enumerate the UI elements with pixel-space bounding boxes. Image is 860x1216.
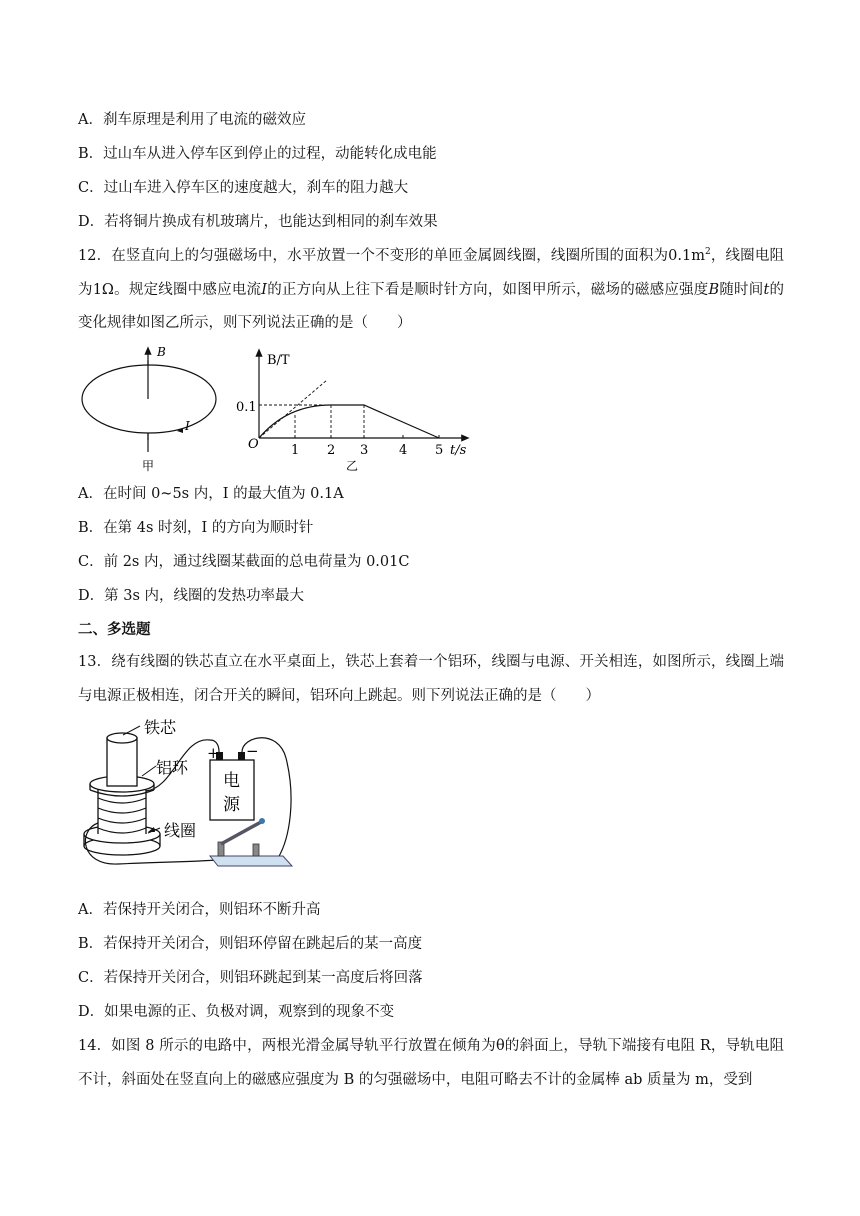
q12-caption-yi: 乙 (346, 459, 359, 473)
q12-x-tick-5: 5 (435, 443, 444, 458)
section-title-multiple-choice: 二、多选题 (78, 621, 151, 638)
q11-option-a: A．刹车原理是利用了电流的磁效应 (78, 112, 306, 128)
q13-option-c: C．若保持开关闭合，则铝环跳起到某一高度后将回落 (78, 970, 423, 986)
q13-label-coil: 线圈 (164, 821, 197, 840)
q12-option-b: B．在第 4s 时刻，I 的方向为顺时针 (78, 520, 314, 536)
q12-figure-graph (232, 342, 482, 477)
q12-current-label: I (185, 419, 190, 433)
q12-y-tick-label: 0.1 (236, 400, 257, 415)
q12-x-tick-3: 3 (360, 443, 369, 458)
q12-origin-label: O (248, 437, 259, 452)
q13-label-minus: − (246, 742, 259, 760)
q13-label-ring: 铝环 (156, 758, 189, 777)
q11-option-b: B．过山车从进入停车区到停止的过程，动能转化成电能 (78, 146, 437, 162)
q13-label-plus: + (207, 744, 220, 762)
q12-caption-jia: 甲 (142, 459, 155, 473)
q12-y-axis-label: B/T (267, 353, 290, 368)
q13-option-b: B．若保持开关闭合，则铝环停留在跳起后的某一高度 (78, 936, 423, 952)
q14-stem: 14．如图 8 所示的电路中，两根光滑金属导轨平行放置在倾角为θ的斜面上，导轨下端接有电阻 R，导轨电阻不计，斜面处在竖直向上的磁感应强度为 B 的匀强磁场中，电阻可略去不计的金属棒 ab 质量为 m，受到 (78, 1038, 784, 1088)
q12-option-a: A．在时间 0~5s 内，I 的最大值为 0.1A (78, 486, 344, 502)
q13-label-source-2: 源 (223, 795, 240, 815)
q12-x-tick-2: 2 (327, 443, 336, 458)
q12-option-d: D．第 3s 内，线圈的发热功率最大 (78, 588, 305, 604)
q12-option-c: C．前 2s 内，通过线圈某截面的总电荷量为 0.01C (78, 554, 410, 570)
q13-option-a: A．若保持开关闭合，则铝环不断升高 (78, 902, 321, 918)
q13-figure-apparatus (78, 718, 323, 868)
q12-x-axis-label: t/s (450, 443, 467, 458)
q13-label-core: 铁芯 (144, 718, 177, 737)
q13-label-source-1: 电 (223, 771, 240, 791)
q13-stem: 13．绕有线圈的铁芯直立在水平桌面上，铁芯上套着一个铝环，线圈与电源、开关相连，如图所示，线圈上端与电源正极相连，闭合开关的瞬间，铝环向上跳起。则下列说法正确的是（ ） (78, 654, 784, 704)
q13-option-d: D．如果电源的正、负极对调，观察到的现象不变 (78, 1004, 395, 1020)
q11-option-d: D．若将铜片换成有机玻璃片，也能达到相同的刹车效果 (78, 214, 438, 230)
q12-figure-coil (78, 340, 228, 475)
q12-b-axis-label: B (157, 345, 166, 359)
q12-stem: 12．在竖直向上的匀强磁场中，水平放置一个不变形的单匝金属圆线圈，线圈所围的面积为$0.1m^2$，线圈电阻为1Ω。规定线圈中感应电流I的正方向从上往下看是顺时针方向，如图甲所示，磁场的磁感应强度B随时间t的变化规律如图乙所示，则下列说法正确的是（ ） (78, 247, 785, 331)
q11-option-c: C．过山车进入停车区的速度越大，刹车的阻力越大 (78, 180, 409, 196)
q12-x-tick-1: 1 (291, 443, 300, 458)
q12-x-tick-4: 4 (399, 443, 408, 458)
